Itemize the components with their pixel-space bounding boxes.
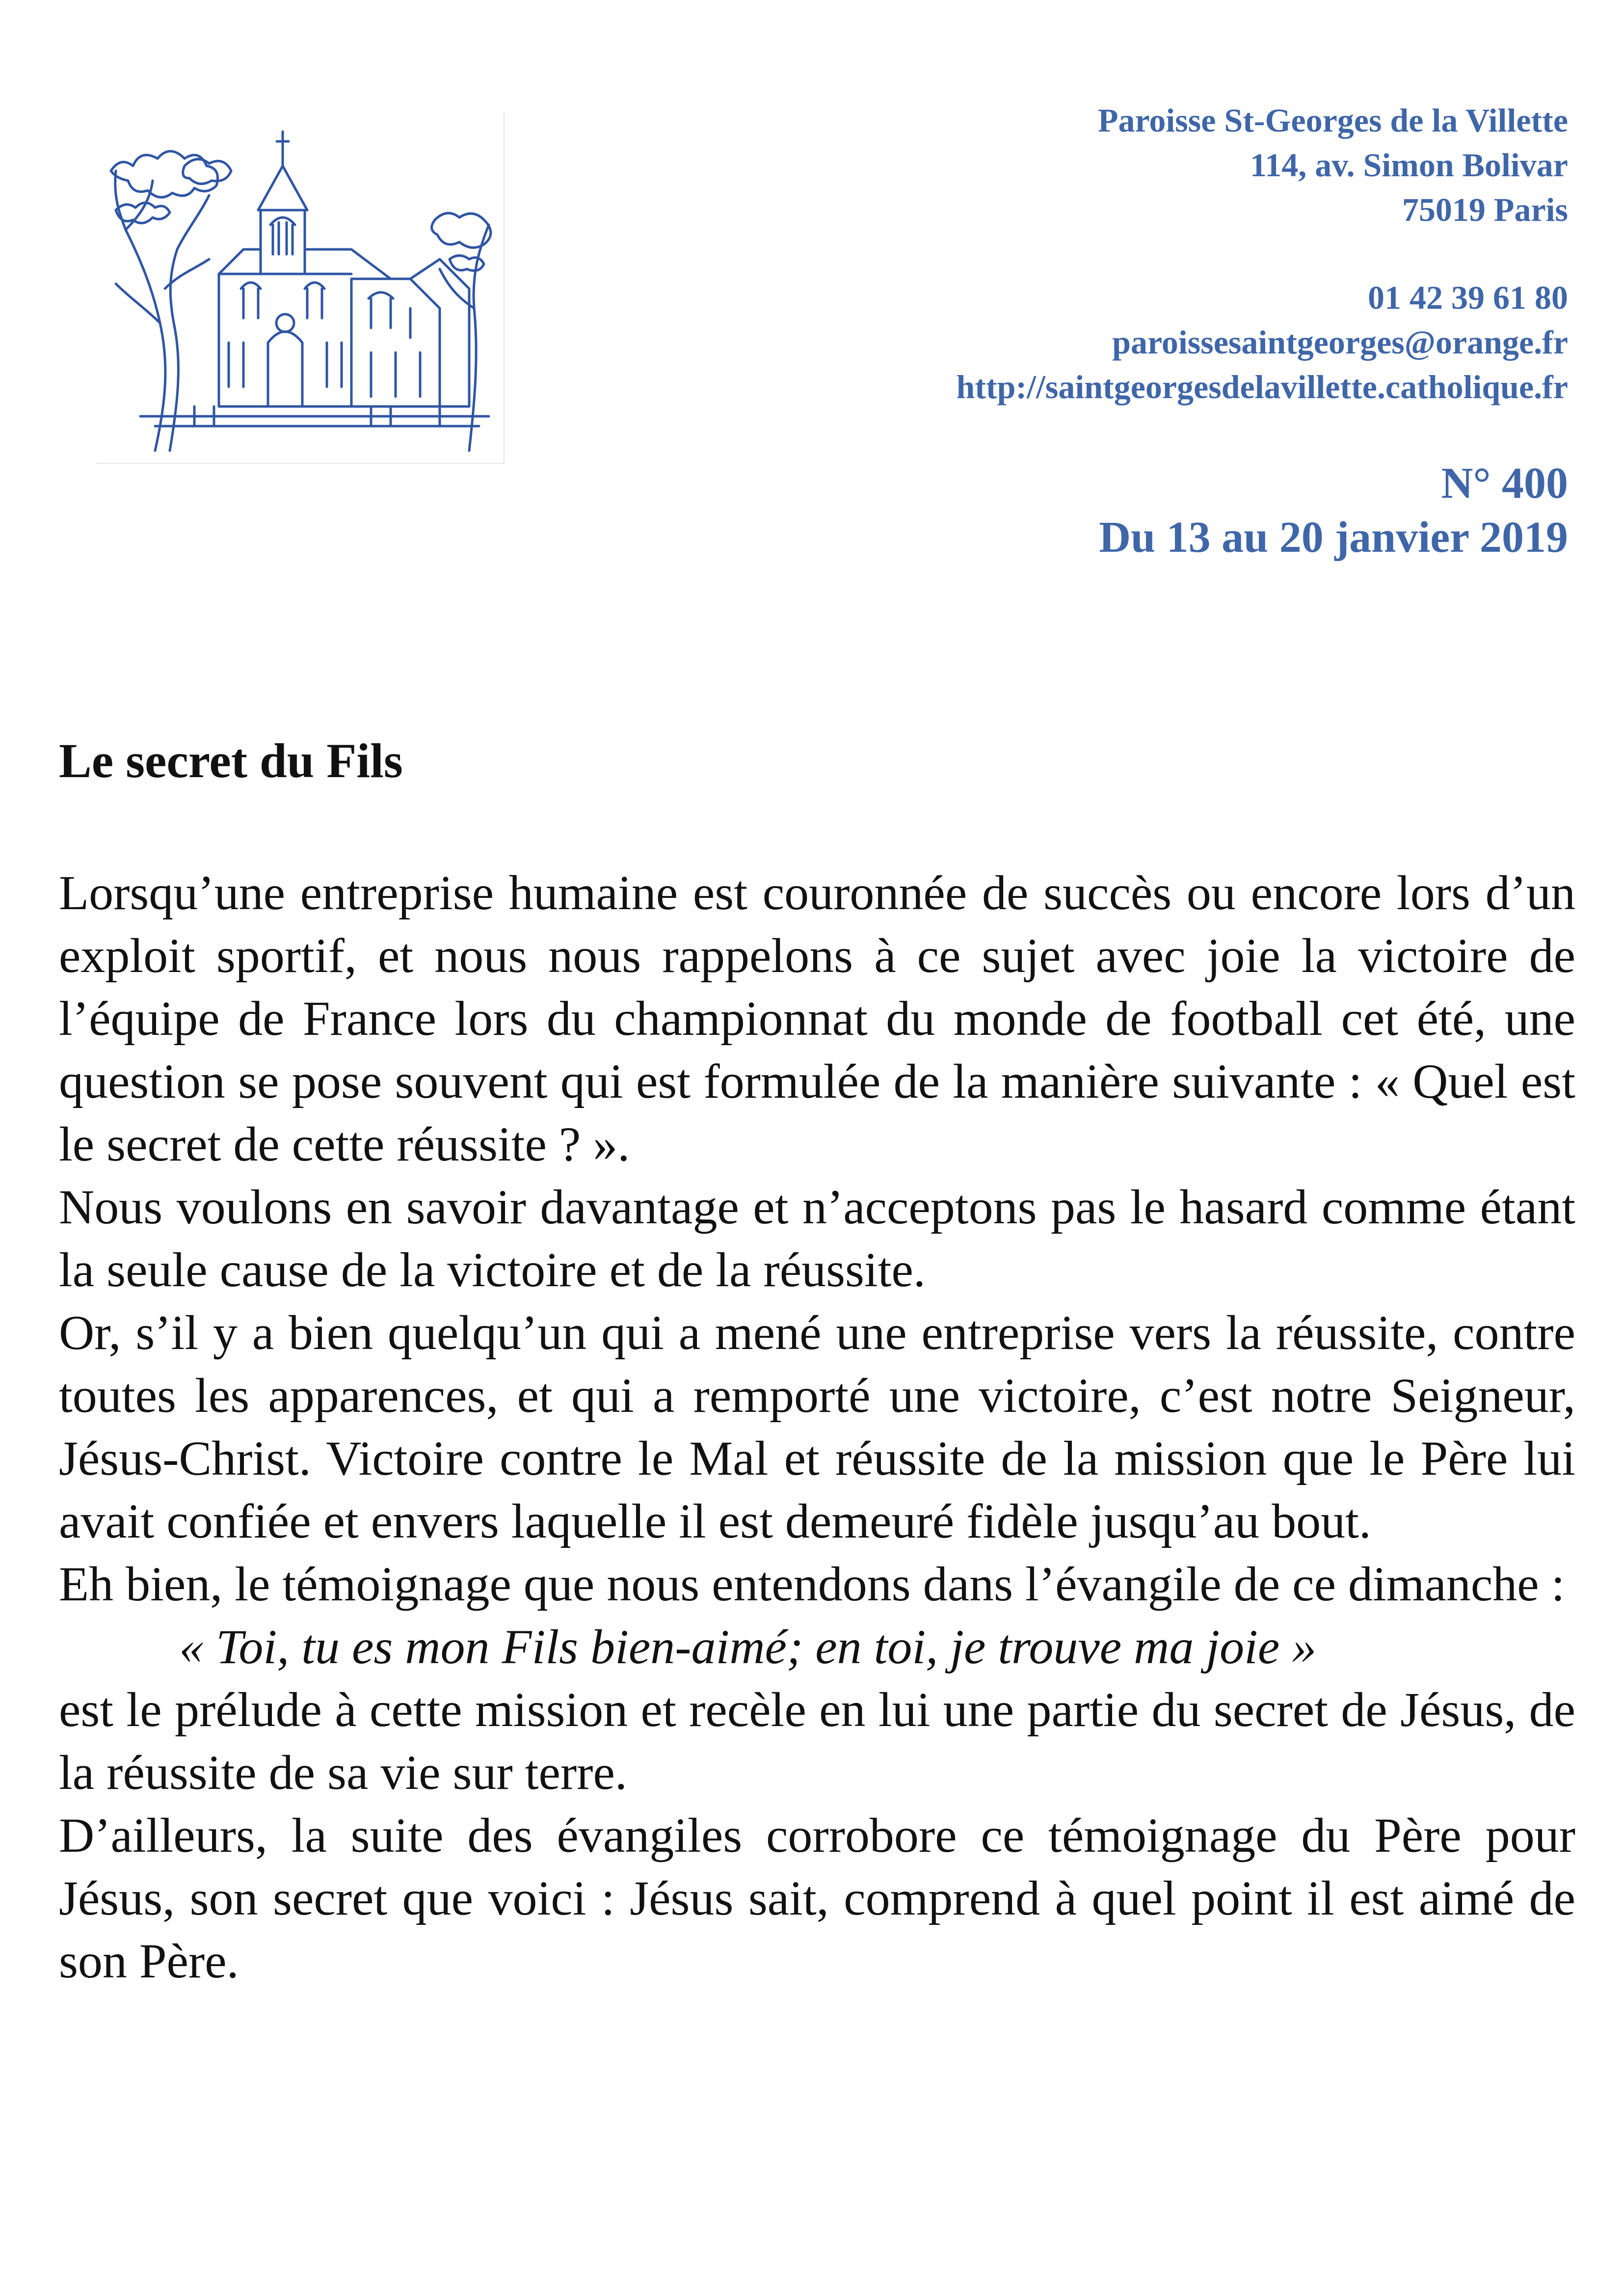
gospel-quote: « Toi, tu es mon Fils bien-aimé; en toi, je trouve ma joie » (179, 1620, 1317, 1674)
article-paragraph: Eh bien, le témoignage que nous entendons dans l’évangile de ce dimanche : (59, 1557, 1565, 1611)
article-title: Le secret du Fils (59, 733, 403, 788)
parish-email[interactable]: paroissesaintgeorges@orange.fr (1112, 324, 1568, 361)
article-paragraph: Or, s’il y a bien quelqu’un qui a mené une entreprise vers la réussite, contre toutes les apparences, et qui a remporté une victoire, c’est notre Seigneur, Jésus-Christ. Victoire contre le Mal et réussite de la mission que le Père lui avait confiée et envers laquelle il est demeuré fidèle jusqu’au bout. (59, 1305, 1575, 1548)
parish-phone: 01 42 39 61 80 (1368, 279, 1568, 316)
issue-number: N° 400 (1441, 459, 1568, 508)
article-paragraph: Nous voulons en savoir davantage et n’acceptons pas le hasard comme étant la seule cause de la victoire et de la réussite. (59, 1180, 1575, 1297)
parish-logo (96, 112, 505, 464)
parish-address-street: 114, av. Simon Bolivar (1250, 146, 1568, 184)
issue-block (636, 457, 1568, 565)
article-paragraph: est le prélude à cette mission et recèle en lui une partie du secret de Jésus, de la réussite de sa vie sur terre. (59, 1682, 1575, 1800)
issue-dates: Du 13 au 20 janvier 2019 (1099, 513, 1568, 562)
parish-name: Paroisse St-Georges de la Villette (1097, 102, 1568, 139)
parish-website[interactable]: http://saintgeorgesdelavillette.catholique.fr (956, 368, 1568, 405)
parish-contact-block (636, 98, 1568, 409)
church-sketch-icon (96, 112, 504, 463)
parish-address-city: 75019 Paris (1402, 191, 1568, 228)
article-body (59, 862, 1575, 1993)
article-paragraph: D’ailleurs, la suite des évangiles corrobore ce témoignage du Père pour Jésus, son secret que voici : Jésus sait, comprend à quel point il est aimé de son Père. (59, 1808, 1575, 1988)
article-paragraph: Lorsqu’une entreprise humaine est couronnée de succès ou encore lors d’un exploit sportif, et nous nous rappelons à ce sujet avec joie la victoire de l’équipe de France lors du championnat du monde de football cet été, une question se pose souvent qui est formulée de la manière suivante : « Quel est le secret de cette réussite ? ». (59, 865, 1575, 1171)
